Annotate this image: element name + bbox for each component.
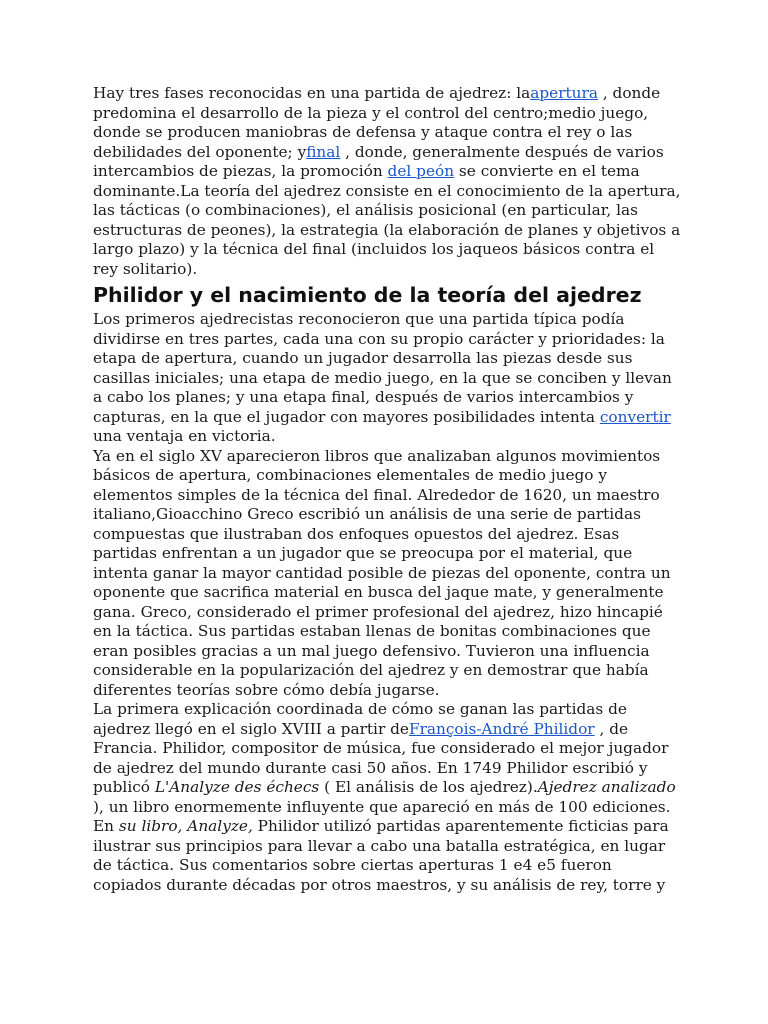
link-final[interactable]: final <box>306 142 341 161</box>
paragraph-analyze <box>93 817 683 895</box>
document-page <box>93 84 683 895</box>
book-title-italic: su libro, Analyze, <box>118 817 253 835</box>
paragraph-text: se convierte en el tema dominante.La teoría del ajedrez consiste en el conocimiento de la apertura, las tácticas (o combinaciones), el análisis posicional (en particular, las estructuras de peones), la estrategia (la elaboración de planes y objetivos a largo plazo) y la técnica del final (incluidos los jaqueos básicos contra el rey solitario). <box>93 162 681 278</box>
paragraph-chess-phases <box>93 84 683 279</box>
book-title-italic: Ajedrez analizado <box>537 778 676 796</box>
paragraph-text: Los primeros ajedrecistas reconocieron que una partida típica podía dividirse en tres partes, cada una con su propio carácter y prioridades: la etapa de apertura, cuando un jugador desarrolla las piezas desde sus casillas iniciales; una etapa de medio juego, en la que se conciben y llevan a cabo los planes; y una etapa final, después de varios intercambios y capturas, en la que el jugador con mayores posibilidades intenta <box>93 310 672 426</box>
paragraph-greco: Ya en el siglo XV aparecieron libros que analizaban algunos movimientos básicos de apertura, combinaciones elementales de medio juego y elementos simples de la técnica del final. Alrededor de 1620, un maestro italiano,Gioacchino Greco escribió un análisis de una serie de partidas compuestas que ilustraban dos enfoques opuestos del ajedrez. Esas partidas enfrentan a un jugador que se preocupa por el material, que intenta ganar la mayor cantidad posible de piezas del oponente, contra un oponente que sacrifica material en busca del jaque mate, y generalmente gana. Greco, considerado el primer profesional del ajedrez, hizo hincapié en la táctica. Sus partidas estaban llenas de bonitas combinaciones que eran posibles gracias a un mal juego defensivo. Tuvieron una influencia considerable en la popularización del ajedrez y en demostrar que había diferentes teorías sobre cómo debía jugarse. <box>93 446 671 699</box>
section-heading: Philidor y el nacimiento de la teoría del ajedrez <box>93 283 642 307</box>
link-convertir[interactable]: convertir <box>599 407 671 426</box>
paragraph-text: Hay tres fases reconocidas en una partida de ajedrez: la <box>93 84 531 102</box>
paragraph-text: , donde, generalmente después de varios intercambios de piezas, la promoción <box>93 142 664 180</box>
paragraph-text: ), un libro enormemente influyente que apareció en más de 100 ediciones. <box>93 797 671 816</box>
paragraph-text: , donde predomina el desarrollo de la pieza y el control del centro;medio juego, donde se producen maniobras de defensa y ataque contra el rey o las debilidades del oponente; y <box>93 84 661 161</box>
paragraph-text: Philidor utilizó partidas aparentemente ficticias para ilustrar sus principios para llevar a cabo una batalla estratégica, en lugar de táctica. Sus comentarios sobre ciertas aperturas 1 e4 e5 fueron copiados durante décadas por otros maestros, y su análisis de rey, torre y <box>93 817 669 894</box>
link-apertura[interactable]: apertura <box>530 84 598 102</box>
paragraph-text: , de Francia. Philidor, compositor de música, fue considerado el mejor jugador de ajedrez del mundo durante casi 50 años. En 1749 Philidor escribió y publicó <box>93 719 669 796</box>
link-philidor[interactable]: François-André Philidor <box>408 719 595 738</box>
paragraph-text: En <box>93 817 119 835</box>
paragraph-text: La primera explicación coordinada de cómo se ganan las partidas de ajedrez llegó en el siglo XVIII a partir de <box>93 700 627 738</box>
paragraph-text: ( El análisis de los ajedrez). <box>319 778 538 796</box>
paragraph-early-players <box>93 310 683 447</box>
book-title-italic: L'Analyze des échecs <box>154 778 320 796</box>
paragraph-text: una ventaja en victoria. <box>93 427 276 445</box>
link-del-peon[interactable]: del peón <box>387 162 455 180</box>
paragraph-philidor <box>93 700 683 817</box>
